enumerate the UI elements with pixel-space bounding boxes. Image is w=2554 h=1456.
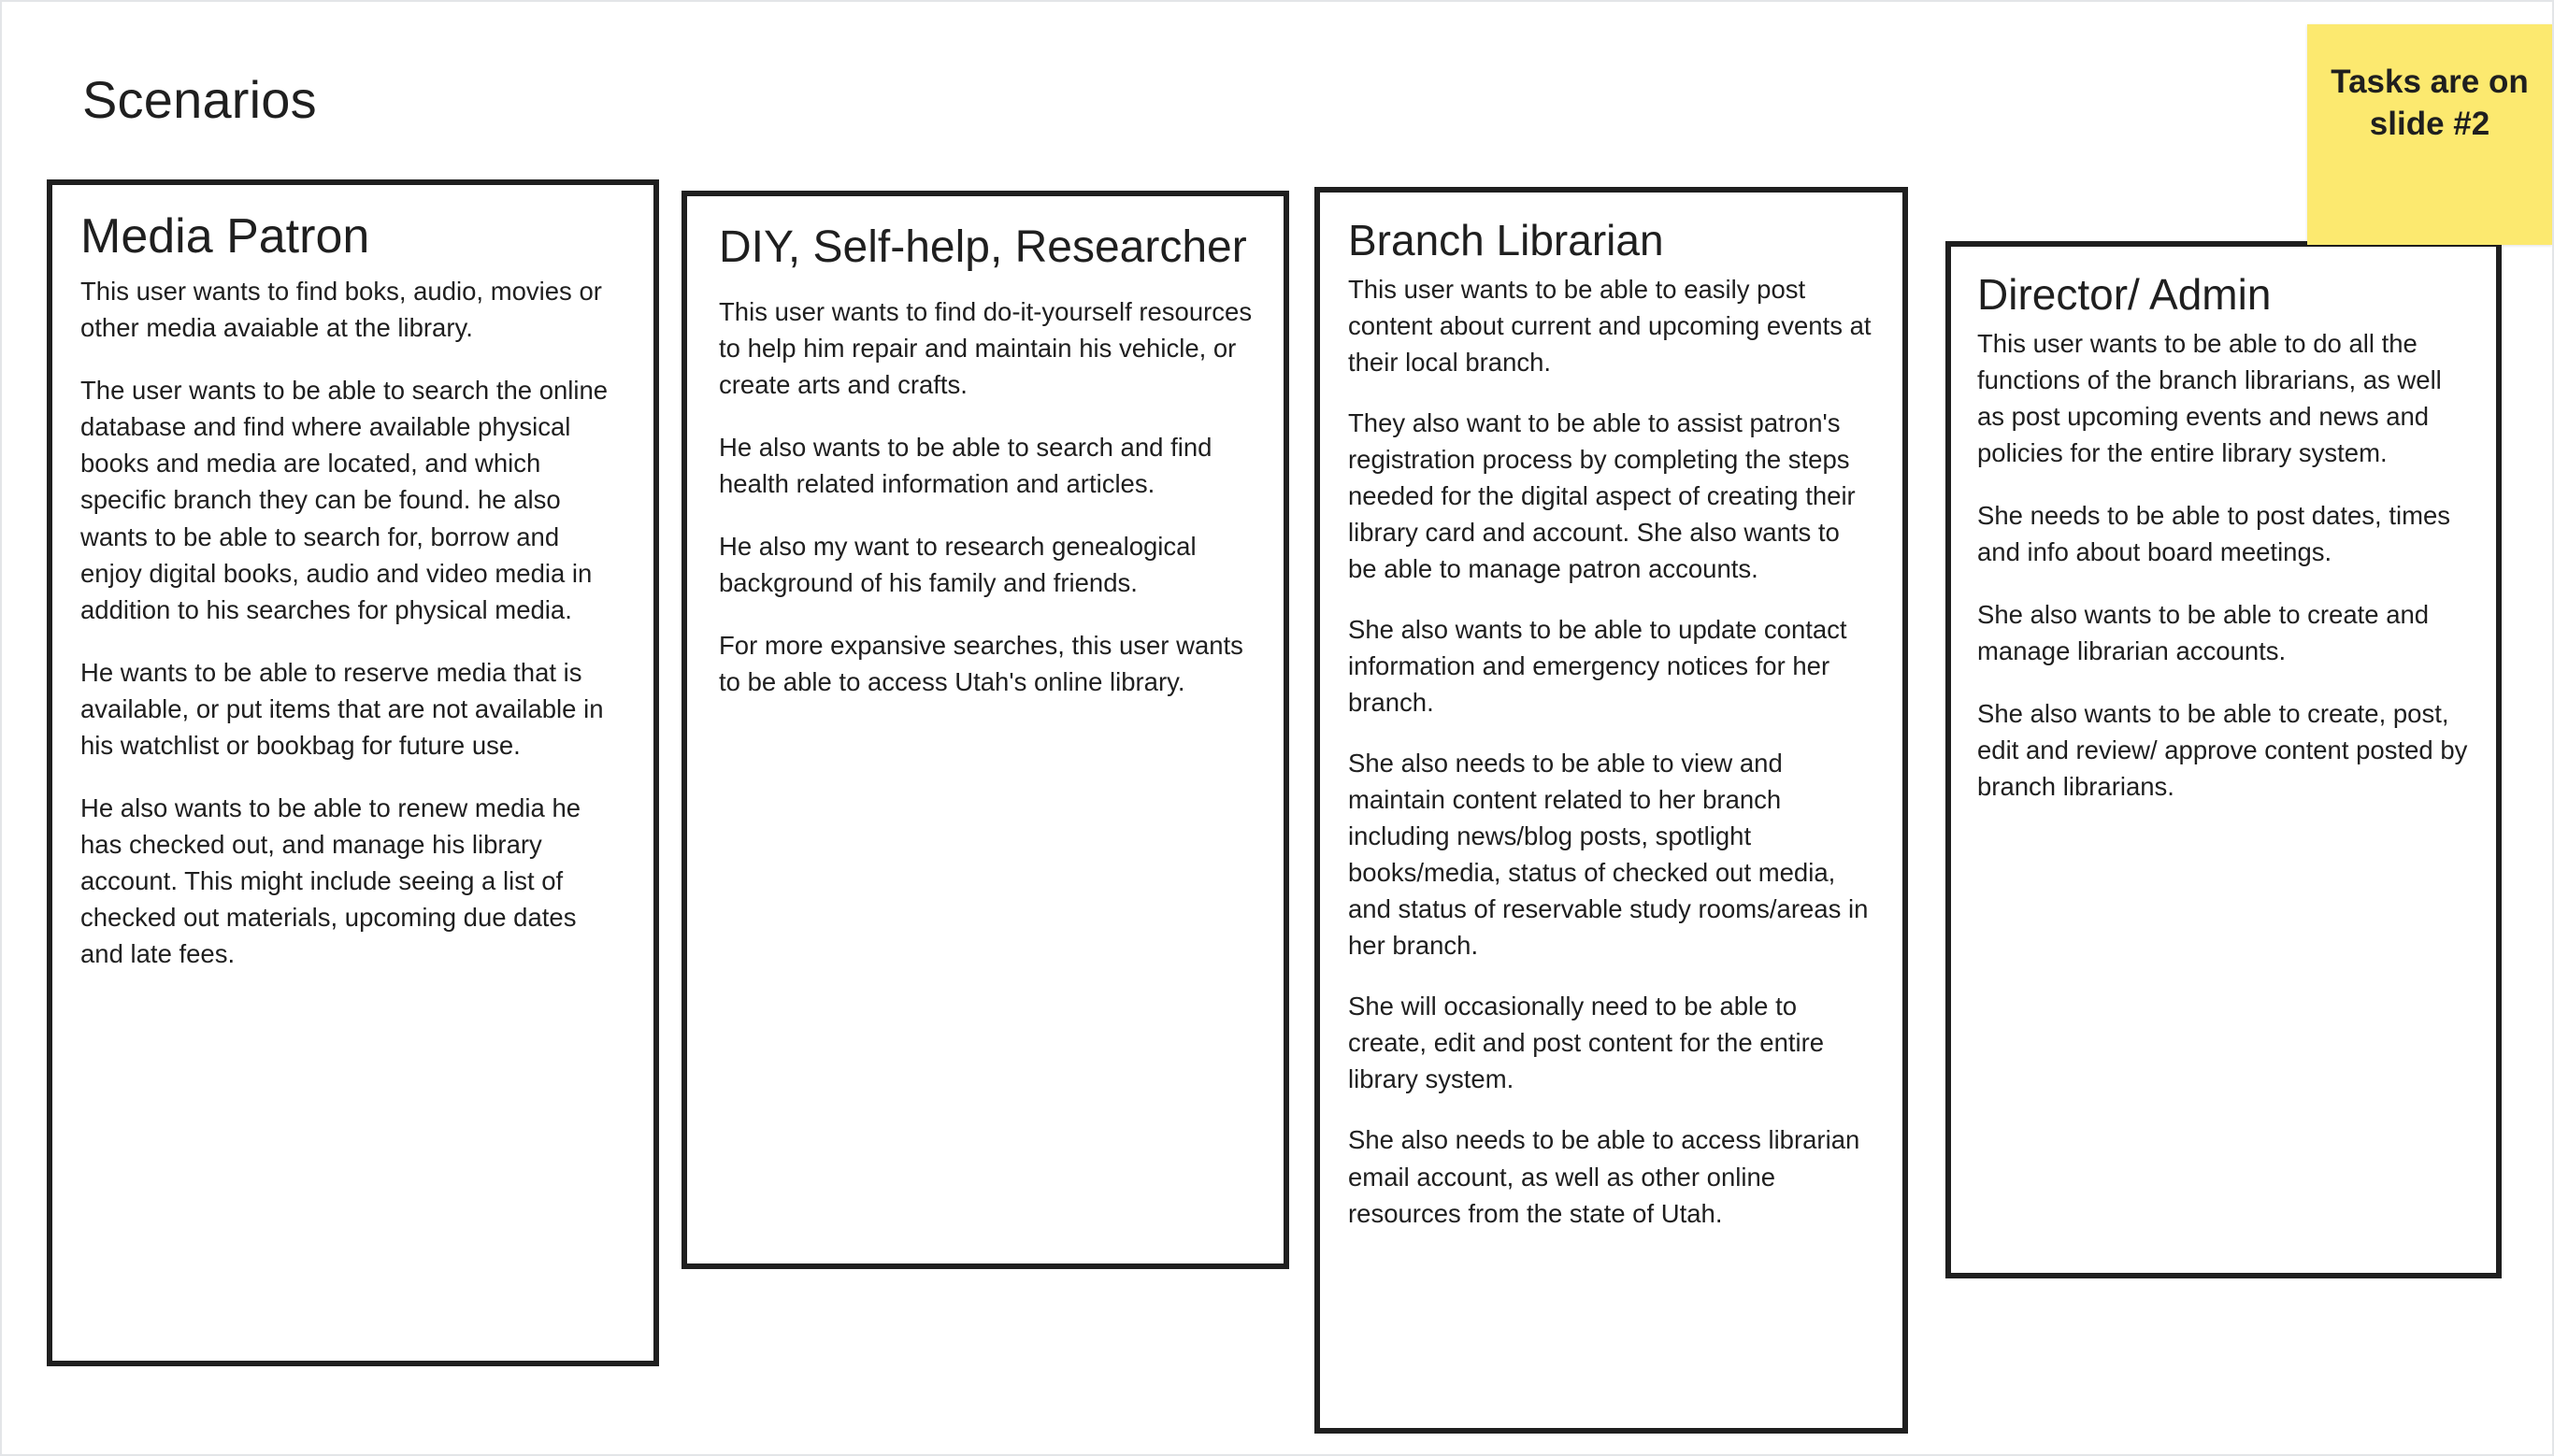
card-paragraph: She also wants to be able to create, post, edit and review/ approve content posted by branch librarians. — [1977, 698, 2468, 801]
scenario-card-media-patron[interactable] — [47, 179, 659, 1366]
card-title: DIY, Self-help, Researcher — [719, 222, 1247, 272]
page-title: Scenarios — [82, 70, 317, 129]
card-paragraph: She also needs to be able to view and maintain content related to her branch including news/blog posts, spotlight books/media, status of checked out media, and status of reservable study rooms/areas in her branch. — [1348, 749, 1869, 961]
card-paragraph: She will occasionally need to be able to create, edit and post content for the entire library system. — [1348, 992, 1825, 1094]
card-paragraph: They also want to be able to assist patron's registration process by completing the steps needed for the digital aspect of creating their library card and account. She also wants to be able to manage patron accounts. — [1348, 407, 1856, 583]
card-body — [719, 293, 1254, 700]
card-paragraph: She also wants to be able to update contact information and emergency notices for her branch. — [1348, 614, 1847, 717]
card-paragraph: He also wants to be able to renew media he has checked out, and manage his library account. This might include seeing a list of checked out materials, upcoming due dates and late fees. — [80, 792, 581, 968]
scenario-card-branch-librarian[interactable] — [1314, 187, 1908, 1434]
sticky-note-text: Tasks are on slide #2 — [2331, 64, 2529, 142]
scenario-card-diy-self-help-researcher[interactable] — [682, 191, 1289, 1269]
card-title: Branch Librarian — [1348, 216, 1664, 264]
card-paragraph: He also wants to be able to search and find health related information and articles. — [719, 432, 1212, 498]
card-paragraph: The user wants to be able to search the online database and find where available physical books and media are located, and which specific branch they can be found. he also wants to be able to search for, borrow and enjoy digital books, audio and video media in addition to his searches for physical media. — [80, 376, 609, 624]
card-paragraph: He wants to be able to reserve media that is available, or put items that are not available in his watchlist or bookbag for future use. — [80, 657, 604, 760]
card-paragraph: She needs to be able to post dates, times and info about board meetings. — [1977, 500, 2451, 566]
card-body — [80, 273, 625, 972]
sticky-note[interactable] — [2307, 24, 2552, 245]
card-paragraph: He also my want to research genealogical background of his family and friends. — [719, 531, 1197, 598]
card-paragraph: This user wants to be able to do all the functions of the branch librarians, as well as post upcoming events and news and policies for the entire library system. — [1977, 328, 2442, 467]
card-title: Director/ Admin — [1977, 270, 2272, 319]
card-body — [1348, 271, 1874, 1232]
card-paragraph: This user wants to find boks, audio, movies or other media avaiable at the library. — [80, 277, 602, 343]
card-paragraph: She also needs to be able to access librarian email account, as well as other online resources from the state of Utah. — [1348, 1125, 1860, 1228]
card-paragraph: For more expansive searches, this user wants to be able to access Utah's online library. — [719, 631, 1243, 697]
scenario-card-director-admin[interactable] — [1945, 241, 2502, 1278]
card-paragraph: She also wants to be able to create and manage librarian accounts. — [1977, 599, 2430, 665]
card-title: Media Patron — [80, 209, 370, 264]
card-paragraph: This user wants to be able to easily post content about current and upcoming events at their local branch. — [1348, 274, 1872, 377]
card-paragraph: This user wants to find do-it-yourself resources to help him repair and maintain his vehicle, or create arts and crafts. — [719, 296, 1253, 399]
card-body — [1977, 325, 2468, 806]
